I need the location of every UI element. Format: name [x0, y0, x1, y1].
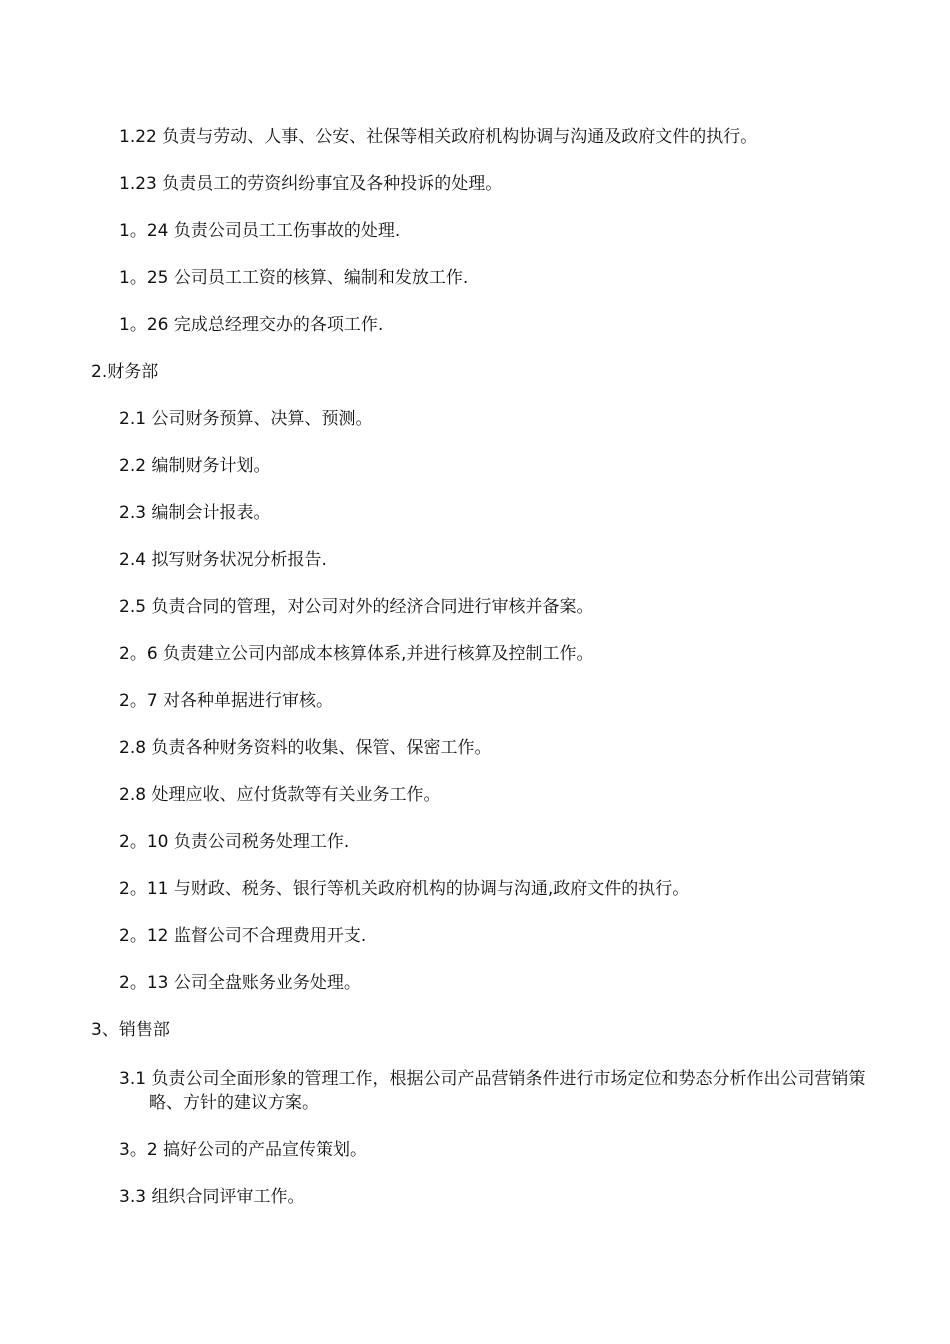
item-2-5: 2.5 负责合同的管理，对公司对外的经济合同进行审核并备案。	[119, 597, 594, 617]
item-1-22: 1.22 负责与劳动、人事、公安、社保等相关政府机构协调与沟通及政府文件的执行。	[119, 127, 758, 147]
item-2-1: 2.1 公司财务预算、决算、预测。	[119, 409, 373, 429]
item-2-12: 2。12 监督公司不合理费用开支.	[119, 926, 367, 946]
item-2-3: 2.3 编制会计报表。	[119, 503, 271, 523]
item-2-6: 2。6 负责建立公司内部成本核算体系,并进行核算及控制工作。	[119, 644, 594, 664]
item-1-23: 1.23 负责员工的劳资纠纷事宜及各种投诉的处理。	[119, 174, 503, 194]
item-2-11: 2。11 与财政、税务、银行等机关政府机构的协调与沟通,政府文件的执行。	[119, 879, 690, 899]
item-3-1: 3.1 负责公司全面形象的管理工作，根据公司产品营销条件进行市场定位和势态分析作出公司营销策略、方针的建议方案。	[119, 1069, 866, 1113]
item-2-13: 2。13 公司全盘账务业务处理。	[119, 973, 361, 993]
item-2-4: 2.4 拟写财务状况分析报告.	[119, 550, 327, 570]
item-2-2: 2.2 编制财务计划。	[119, 456, 271, 476]
item-1-26: 1。26 完成总经理交办的各项工作.	[119, 315, 384, 335]
item-1-24: 1。24 负责公司员工工伤事故的处理.	[119, 221, 401, 241]
item-3-3: 3.3 组织合同评审工作。	[119, 1187, 305, 1207]
item-2-7: 2。7 对各种单据进行审核。	[119, 691, 334, 711]
item-2-8-b: 2.8 处理应收、应付货款等有关业务工作。	[119, 785, 441, 805]
section-heading-sales: 3、销售部	[91, 1020, 170, 1040]
item-2-8: 2.8 负责各种财务资料的收集、保管、保密工作。	[119, 738, 492, 758]
item-3-2: 3。2 搞好公司的产品宣传策划。	[119, 1140, 368, 1160]
section-heading-finance: 2.财务部	[91, 362, 159, 382]
item-2-10: 2。10 负责公司税务处理工作.	[119, 832, 350, 852]
item-1-25: 1。25 公司员工工资的核算、编制和发放工作.	[119, 268, 469, 288]
